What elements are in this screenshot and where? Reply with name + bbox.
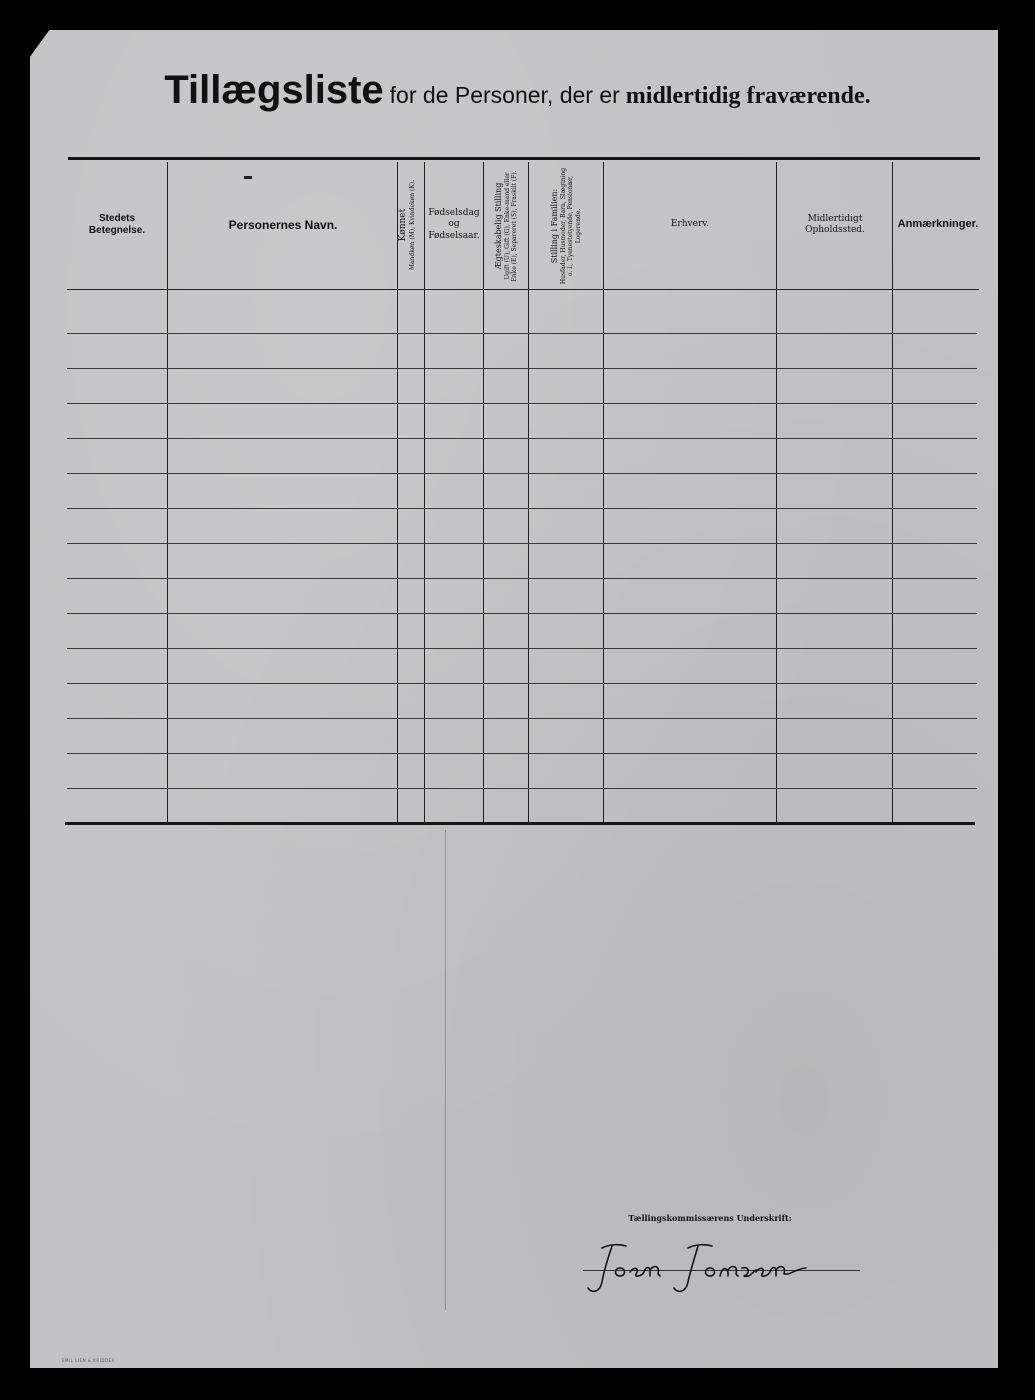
table-row	[67, 683, 977, 684]
top-rule	[68, 157, 980, 160]
column-divider	[424, 162, 425, 822]
header-stilling-i-familien: Stilling i Familien: Husfader, Husmoder, Barn, Slægtning o. l., Tyenestetyende, Pensionær, Logerende.	[549, 167, 582, 285]
table-row	[67, 648, 977, 649]
table-row	[67, 508, 977, 509]
table-row	[67, 333, 977, 334]
table-row	[67, 438, 977, 439]
table-row	[67, 788, 977, 789]
header-personernes-navn: Personernes Navn.	[228, 217, 338, 232]
bottom-rule	[65, 822, 975, 825]
signature-label: Tællingskommissærens Underskrift:	[628, 1213, 792, 1223]
column-divider	[528, 162, 529, 822]
printer-mark: EMIL LIEN & KRIDDER	[62, 1358, 115, 1363]
table-row	[67, 403, 977, 404]
table-row	[67, 368, 977, 369]
table-row	[67, 543, 977, 544]
fold-line	[445, 830, 446, 1310]
header-bottom-line	[67, 289, 979, 290]
form-title	[0, 68, 1035, 113]
column-divider	[167, 162, 168, 822]
header-konnet: Kønnet Mandkøn (M), Kvindekøn (K).	[397, 179, 416, 271]
column-divider	[483, 162, 484, 822]
table-row	[67, 578, 977, 579]
header-stedets-betegnelse: Stedets Betegnelse.	[88, 212, 146, 236]
column-divider	[776, 162, 777, 822]
header-erhverv: Erhverv.	[670, 219, 710, 230]
table-row	[67, 718, 977, 719]
title-bold-end: midlertidig fraværende.	[625, 83, 871, 109]
header-anmaerkninger: Anmærkninger.	[897, 218, 979, 231]
header-aegteskabelig-stilling: Ægteskabelig Stilling Ugift (U), Gift (G), Enke-mand eller Enke (E), Separeret (S), Fraskilt (F).	[493, 170, 518, 282]
header-fodselsdag: Fødselsdag og Fødselsaar.	[428, 208, 480, 241]
title-main: Tillægsliste	[164, 68, 384, 112]
title-middle: for de Personer, der er	[389, 82, 620, 108]
table-row	[67, 753, 977, 754]
dash-mark	[244, 176, 252, 179]
table-row	[67, 473, 977, 474]
handwritten-signature	[580, 1238, 840, 1298]
header-midlertidigt-opholdssted: Midlertidigt Opholdssted.	[805, 213, 865, 235]
column-divider	[603, 162, 604, 822]
table-row	[67, 613, 977, 614]
column-divider	[892, 162, 893, 822]
